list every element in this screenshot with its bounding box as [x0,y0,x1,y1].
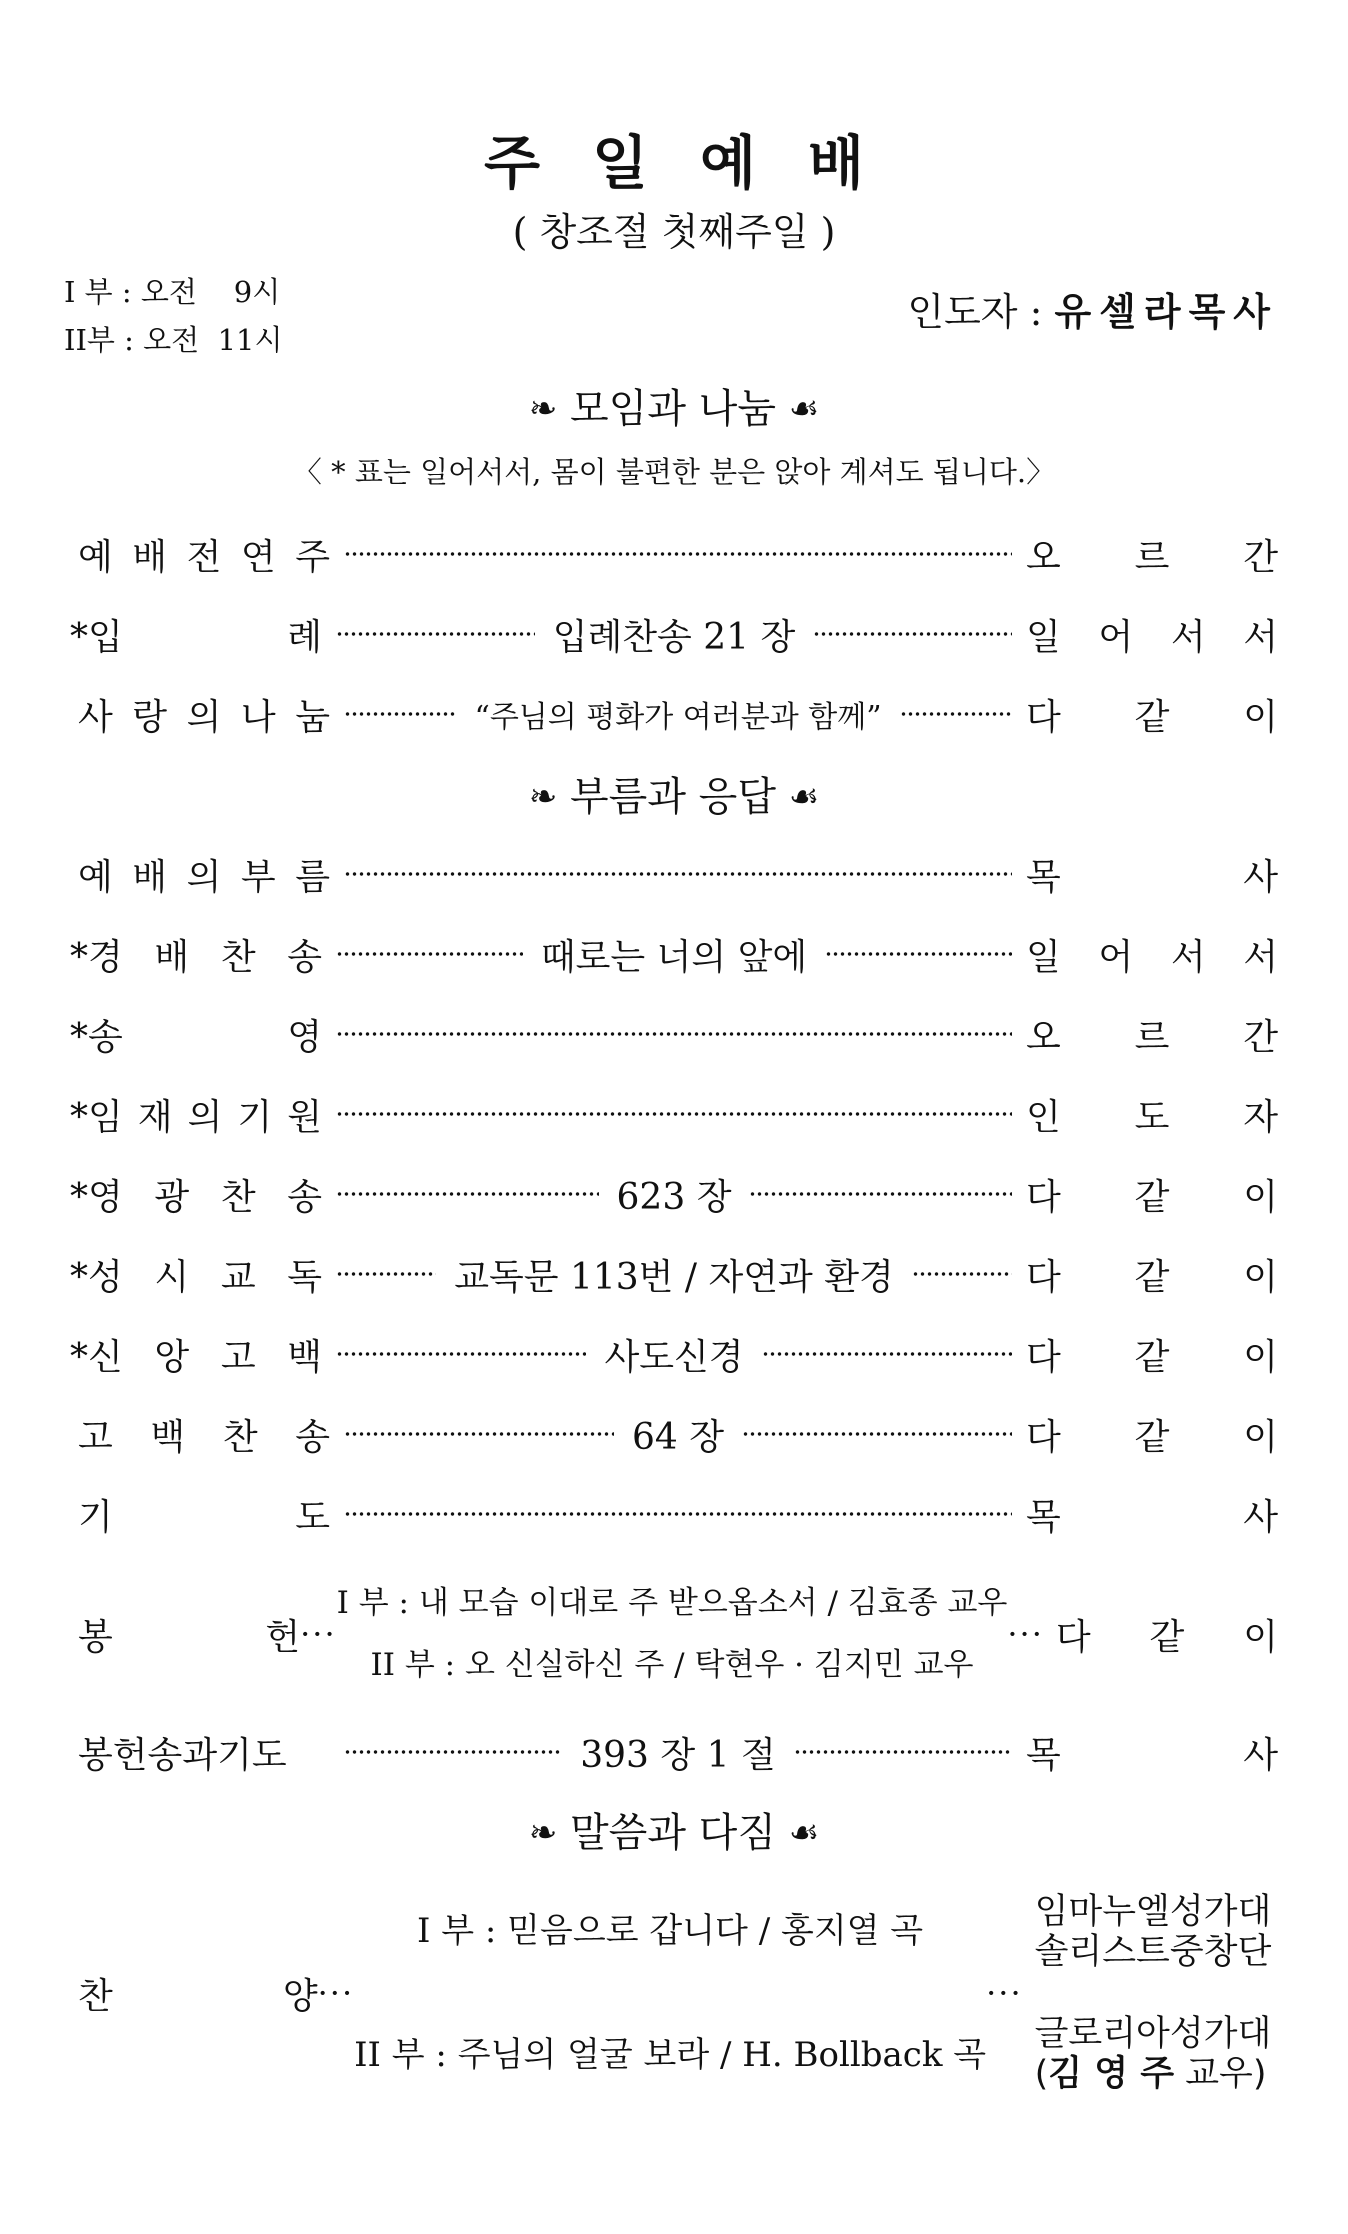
label-char: 름 [295,856,330,898]
item-content: 입례찬송 21 장 [552,616,796,658]
label-char: 이 [1243,1416,1278,1458]
label-char: 어 [1098,936,1134,978]
label-char: 르 [1134,536,1170,578]
item-label [70,1968,318,2019]
leader-label: 인도자 : [907,290,1055,334]
item-leader-dots [336,1111,1012,1117]
label-char: 찬 [78,1975,113,2017]
item-label [70,1009,322,1060]
label-char: 찬 [220,936,256,978]
label-char: 목 [1026,1496,1061,1538]
choir-2b: (김 영 주 교우) [1034,2054,1267,2094]
label-char: 도 [295,1496,330,1538]
label-char: 예 [78,536,113,578]
label-char: 같 [1149,1616,1185,1658]
offering-lines [337,1572,1008,1696]
label-char: 시 [154,1256,190,1298]
item-leader-dots [344,1409,1012,1460]
ellipsis-left: ··· [300,1615,337,1653]
item-content: 때로는 너의 앞에 [540,936,808,978]
label-char: 같 [1134,1336,1170,1378]
ellipsis-left: ··· [317,1974,355,2012]
label-char: 같 [1134,1416,1170,1458]
order-item-offering-prayer [70,1722,1278,1782]
item-leader-dots [336,1031,1012,1037]
order-item-doxology [70,1004,1278,1064]
order-item-confession [70,1404,1278,1464]
order-item-hymn [70,924,1278,984]
label-char: 송 [287,1176,322,1218]
label-char: 서 [1243,616,1278,658]
label-char: *성 [70,1256,123,1298]
item-label [70,1089,322,1140]
label-char: 이 [1243,1256,1278,1298]
label-char: 배 [154,936,190,978]
label-char: 헌 [265,1616,301,1658]
label-char: 다 [1026,1256,1061,1298]
anthem-choirs [1035,1892,1278,2094]
label-char: *입 [70,616,123,658]
label-char: 간 [1243,536,1278,578]
choir-1a: 임마누엘성가대 [1034,1892,1272,1932]
label-char: 다 [1026,1176,1061,1218]
order-item-sharing [70,684,1278,744]
label-char: 배 [132,856,168,898]
choir-1b: 솔리스트중창단 [1034,1932,1272,1972]
label-char: 양 [282,1975,318,2017]
label-char: 다 [1026,1416,1061,1458]
label-char: 영 [287,1016,322,1058]
item-content: 교독문 113번 / 자연과 환경 [454,1256,894,1298]
label-char: 기 [237,1096,273,1138]
anthem-line-1: I 부 : 믿음으로 갑니다 / 홍지열 곡 [417,1911,924,1951]
item-person [1056,1609,1278,1660]
label-char: 목 [1026,856,1061,898]
label-char: 간 [1243,1016,1278,1058]
item-person [1026,1727,1278,1778]
service-times [64,268,283,364]
leader-name: 유셀라목사 [1054,290,1278,334]
offering-line-1: I 부 : 내 모습 이대로 주 받으옵소서 / 김효종 교우 [336,1585,1008,1621]
label-char: 교 [220,1256,256,1298]
label-char: 재 [137,1096,173,1138]
label-char: 다 [1026,1336,1061,1378]
offering-line-2: II 부 : 오 신실하신 주 / 탁현우 · 김지민 교우 [370,1647,974,1683]
label-char: 고 [220,1336,256,1378]
item-label [70,849,330,900]
section-heading-word [0,1808,1348,1858]
item-leader-dots [336,1329,1012,1380]
page-title: 주일예배 [483,129,917,197]
label-char: *송 [70,1016,123,1058]
order-item-creed [70,1324,1278,1384]
section-title: 부름과 응답 [570,774,776,820]
item-label [70,1249,322,1300]
service-time-2: II부 : 오전 11시 [64,323,283,357]
anthem-line-2: II 부 : 주님의 얼굴 보라 / H. Bollback 곡 [354,2035,987,2075]
item-leader-dots [344,692,1012,736]
item-person [1026,1249,1278,1300]
order-item-entrance [70,604,1278,664]
label-char: 독 [287,1256,322,1298]
label-char: 의 [186,856,222,898]
item-content: 사도신경 [604,1336,744,1378]
label-char: 백 [150,1416,186,1458]
section-title: 모임과 나눔 [570,386,776,432]
label-char: 의 [187,1096,223,1138]
ornament-left-icon: ❧ [528,777,558,817]
label-char: 이 [1243,1336,1278,1378]
label-char: 나 [240,696,276,738]
label-char: 송 [295,1416,330,1458]
item-content: 64 장 [631,1416,725,1458]
label-char: 례 [287,616,322,658]
label-char: 다 [1055,1616,1091,1658]
worship-leader [907,288,1278,336]
label-char: 일 [1026,936,1061,978]
label-char: 목 [1026,1734,1061,1776]
ornament-right-icon: ☙ [788,777,820,817]
item-label [70,529,330,580]
label-char: 이 [1243,1616,1278,1658]
order-item-gloria [70,1164,1278,1224]
label-char: 송 [287,936,322,978]
item-label [70,609,322,660]
label-char: 이 [1243,696,1278,738]
label-char: 눔 [295,696,330,738]
label-char: 주 [295,536,330,578]
order-item-call [70,844,1278,904]
item-person [1026,929,1278,980]
item-leader-dots [336,929,1012,980]
item-label [70,1609,300,1660]
label-char: 배 [132,536,168,578]
ellipsis-right: ··· [986,1974,1023,2012]
page-subtitle: ( 창조절 첫째주일 ) [512,210,836,254]
label-char: 인 [1026,1096,1061,1138]
anthem-lines [354,1869,986,2117]
item-person [1026,1489,1278,1540]
item-leader-dots [344,1511,1012,1517]
choir-2a: 글로리아성가대 [1034,2014,1272,2054]
item-leader-dots [336,1249,1012,1300]
label-char: *영 [70,1176,123,1218]
item-person [1026,529,1278,580]
order-item-offering [70,1572,1278,1696]
label-char: 자 [1243,1096,1278,1138]
label-char: 오 [1026,1016,1061,1058]
label-char: 광 [154,1176,190,1218]
item-person [1026,1089,1278,1140]
label-char: 이 [1243,1176,1278,1218]
label-char: 기 [78,1496,113,1538]
item-label [70,1409,330,1460]
ellipsis-right: ··· [1007,1615,1044,1653]
standing-note: 〈 * 표는 일어서서, 몸이 불편한 분은 앉아 계셔도 됩니다.〉 [292,455,1056,489]
label-char: 연 [240,536,276,578]
item-label [70,929,322,980]
item-content: 623 장 [616,1176,732,1218]
item-person [1026,1409,1278,1460]
label-char: 찬 [220,1176,256,1218]
item-leader-dots [336,609,1012,660]
label-char: *경 [70,936,123,978]
label-char: *임 [70,1096,123,1138]
service-time-1: I 부 : 오전 9시 [64,275,281,309]
item-content: 393 장 1 절 [580,1734,776,1776]
item-content: “주님의 평화가 여러분과 함께” [474,700,882,735]
label-char: 일 [1026,616,1061,658]
label-char: 서 [1170,616,1206,658]
section-title: 말씀과 다짐 [570,1810,776,1856]
label-char: 앙 [154,1336,190,1378]
label-char: 같 [1134,696,1170,738]
label-char: 부 [240,856,276,898]
ornament-left-icon: ❧ [528,1813,558,1853]
item-label [70,1169,322,1220]
label-char: 고 [78,1416,113,1458]
label-char: 전 [186,536,222,578]
item-leader-dots [344,551,1012,557]
order-item-prayer [70,1484,1278,1544]
label-char: 봉 [78,1616,113,1658]
order-item-reading [70,1244,1278,1304]
label-char: 백 [287,1336,322,1378]
label-char: 같 [1134,1176,1170,1218]
label-char: 사 [1243,1496,1278,1538]
label-char: 서 [1243,936,1278,978]
label-char: 의 [186,696,222,738]
item-person [1026,849,1278,900]
item-person [1026,609,1278,660]
label-char: 같 [1134,1256,1170,1298]
item-leader-dots [344,1727,1012,1778]
label-char: 찬 [222,1416,258,1458]
ornament-right-icon: ☙ [788,1813,820,1853]
order-item-prelude [70,524,1278,584]
item-person [1026,1169,1278,1220]
label-char: 어 [1098,616,1134,658]
ornament-right-icon: ☙ [788,389,820,429]
item-label [70,689,330,740]
label-char: 오 [1026,536,1061,578]
label-char: 랑 [132,696,168,738]
item-leader-dots [344,871,1012,877]
order-item-invocation [70,1084,1278,1144]
item-label [70,1329,322,1380]
item-person [1026,1009,1278,1060]
ornament-left-icon: ❧ [528,389,558,429]
label-char: 원 [287,1096,322,1138]
label-char: 르 [1134,1016,1170,1058]
item-person [1026,689,1278,740]
label-char: 예 [78,856,113,898]
label-char: *신 [70,1336,123,1378]
label-char: 사 [1243,856,1278,898]
label-char: 서 [1170,936,1206,978]
section-heading-call-response [0,772,1348,822]
item-person [1026,1329,1278,1380]
label-char: 사 [1243,1734,1278,1776]
order-item-anthem [70,1888,1278,2098]
label-char: 다 [1026,696,1061,738]
label-char: 사 [78,696,113,738]
label-char: 도 [1134,1096,1170,1138]
item-label: 봉헌송과기도 [78,1734,287,1776]
section-heading-gathering [0,384,1348,434]
item-leader-dots [336,1169,1012,1220]
conductor-name: 김 영 주 [1048,2054,1175,2094]
item-label [70,1489,330,1540]
